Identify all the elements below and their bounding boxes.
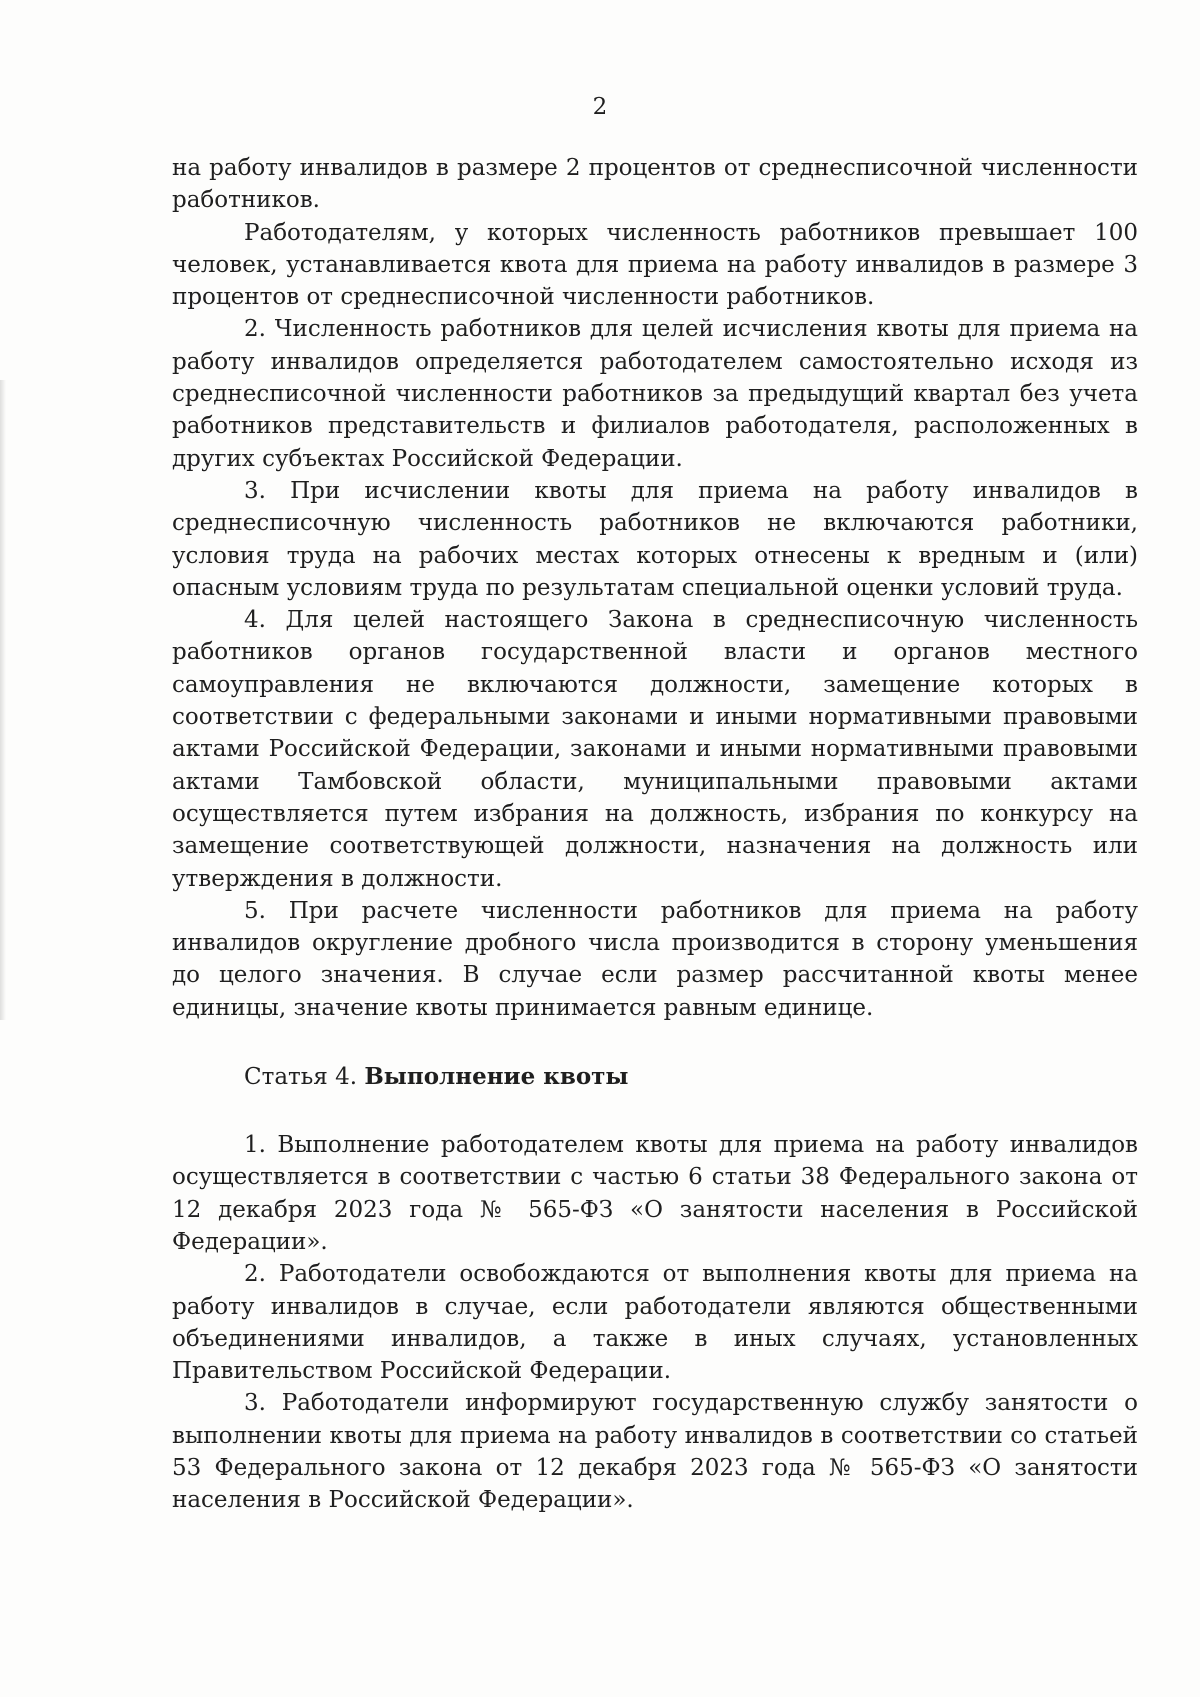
paragraph-item-5: 5. При расчете численности работников для приема на работу инвалидов округление дробного числа производится в сторону уменьшения до целого значения. В случае если размер рассчитанной квоты менее единицы, значение квоты принимается равным единице. bbox=[172, 897, 1138, 1021]
article-heading bbox=[172, 1061, 1138, 1093]
paragraph-item-3: 3. При исчислении квоты для приема на работу инвалидов в среднесписочную численность работников не включаются работники, условия труда на рабочих местах которых отнесены к вредным и (или) опасным условиям труда по результатам специальной оценки условий труда. bbox=[172, 477, 1138, 601]
document-body bbox=[172, 152, 1138, 1517]
paragraph-continuation: на работу инвалидов в размере 2 процентов от среднесписочной численности работников. bbox=[172, 155, 1138, 214]
article-4-item-3: 3. Работодатели информируют государственную службу занятости о выполнении квоты для приема на работу инвалидов в соответствии со статьей 53 Федерального закона от 12 декабря 2023 года № 565-ФЗ «О занятости населения в Российской Федерации». bbox=[172, 1390, 1138, 1514]
scan-edge-shadow bbox=[0, 380, 6, 1020]
page-number: 2 bbox=[592, 94, 608, 120]
article-title: Выполнение квоты bbox=[364, 1063, 629, 1091]
article-label: Статья 4. bbox=[244, 1064, 358, 1091]
article-4-item-2: 2. Работодатели освобождаются от выполнения квоты для приема на работу инвалидов в случае, если работодатели являются общественными объединениями инвалидов, а также в иных случаях, установленных Правительством Российской Федерации. bbox=[172, 1261, 1138, 1385]
paragraph-item-4: 4. Для целей настоящего Закона в среднесписочную численность работников органов государственной власти и органов местного самоуправления не включаются должности, замещение которых в соответствии с федеральными законами и иными нормативными правовыми актами Российской Федерации, законами и иными нормативными правовыми актами Тамбовской области, муниципальными правовыми актами осуществляется путем избрания на должность, избрания по конкурсу на замещение соответствующей должности, назначения на должность или утверждения в должности. bbox=[172, 607, 1138, 892]
paragraph-quota-3-percent: Работодателям, у которых численность работников превышает 100 человек, устанавливается квота для приема на работу инвалидов в размере 3 процентов от среднесписочной численности работников. bbox=[172, 219, 1138, 311]
paragraph-item-2: 2. Численность работников для целей исчисления квоты для приема на работу инвалидов определяется работодателем самостоятельно исходя из среднесписочной численности работников за предыдущий квартал без учета работников представительств и филиалов работодателя, расположенных в других субъектах Российской Федерации. bbox=[172, 316, 1138, 472]
article-4-item-1: 1. Выполнение работодателем квоты для приема на работу инвалидов осуществляется в соответствии с частью 6 статьи 38 Федерального закона от 12 декабря 2023 года № 565-ФЗ «О занятости населения в Российской Федерации». bbox=[172, 1132, 1138, 1255]
